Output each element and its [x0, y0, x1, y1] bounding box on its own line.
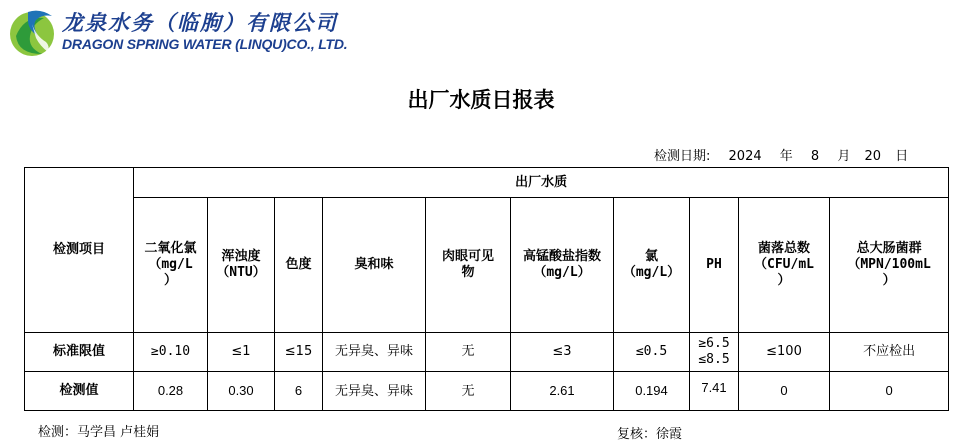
company-logo: [6, 6, 58, 58]
column-header: 色度: [275, 198, 323, 333]
column-header: 浑浊度 （NTU）: [208, 198, 275, 333]
limit-value: ≤3: [511, 333, 614, 372]
column-header: 臭和味: [323, 198, 426, 333]
company-name-cn: 龙泉水务（临朐）有限公司: [62, 10, 338, 35]
column-header: 菌落总数 （CFU/mL ）: [739, 198, 830, 333]
inspector-label: 检测：: [38, 425, 78, 440]
result-value: 0.194: [614, 372, 690, 411]
limit-value: ≤1: [208, 333, 275, 372]
column-header: 总大肠菌群 （MPN/100mL ）: [830, 198, 949, 333]
result-value: 2.61: [511, 372, 614, 411]
result-value: 0.30: [208, 372, 275, 411]
result-value: 0: [830, 372, 949, 411]
limit-label: 标准限值: [25, 333, 134, 372]
column-header: 二氧化氯 （mg/L ）: [134, 198, 208, 333]
limit-value: ≥6.5 ≤8.5: [690, 333, 739, 372]
column-header: 肉眼可见 物: [426, 198, 511, 333]
result-label: 检测值: [25, 372, 134, 411]
inspector-names: 马学昌 卢桂娟: [77, 425, 160, 440]
water-quality-table: [24, 167, 949, 411]
result-row: [25, 372, 949, 411]
date-month-unit: 月: [837, 149, 851, 164]
result-value: 0.28: [134, 372, 208, 411]
date-year: 2024: [728, 149, 762, 164]
date-month: 8: [810, 149, 820, 164]
company-name-en: DRAGON SPRING WATER (LINQU)CO., LTD.: [62, 36, 348, 52]
date-label: 检测日期:: [654, 149, 711, 164]
report-title: 出厂水质日报表: [407, 87, 555, 112]
limit-value: ≤15: [275, 333, 323, 372]
limit-value: ≥0.10: [134, 333, 208, 372]
group-header: 出厂水质: [134, 168, 949, 198]
result-value: 无: [426, 372, 511, 411]
limit-value: ≤0.5: [614, 333, 690, 372]
date-day: 20: [864, 149, 882, 164]
result-value: 6: [275, 372, 323, 411]
date-year-unit: 年: [779, 149, 793, 164]
date-day-unit: 日: [895, 149, 909, 164]
limit-value: 无异臭、异味: [323, 333, 426, 372]
column-header: 高锰酸盐指数 （mg/L）: [511, 198, 614, 333]
column-header-row: [25, 198, 949, 333]
result-value: 0: [739, 372, 830, 411]
reviewer-name: 徐霞: [656, 427, 683, 442]
inspection-date: [654, 145, 908, 164]
reviewer-label: 复核：: [617, 427, 657, 442]
inspector-signature: [38, 421, 159, 440]
limit-value: 无: [426, 333, 511, 372]
reviewer-signature: [617, 423, 682, 442]
limit-row: [25, 333, 949, 372]
column-header: 氯 （mg/L）: [614, 198, 690, 333]
result-value: 无异臭、异味: [323, 372, 426, 411]
limit-value: 不应检出: [830, 333, 949, 372]
limit-value: ≤100: [739, 333, 830, 372]
result-value: 7.41: [690, 372, 739, 411]
item-header: 检测项目: [25, 168, 134, 333]
column-header: PH: [690, 198, 739, 333]
